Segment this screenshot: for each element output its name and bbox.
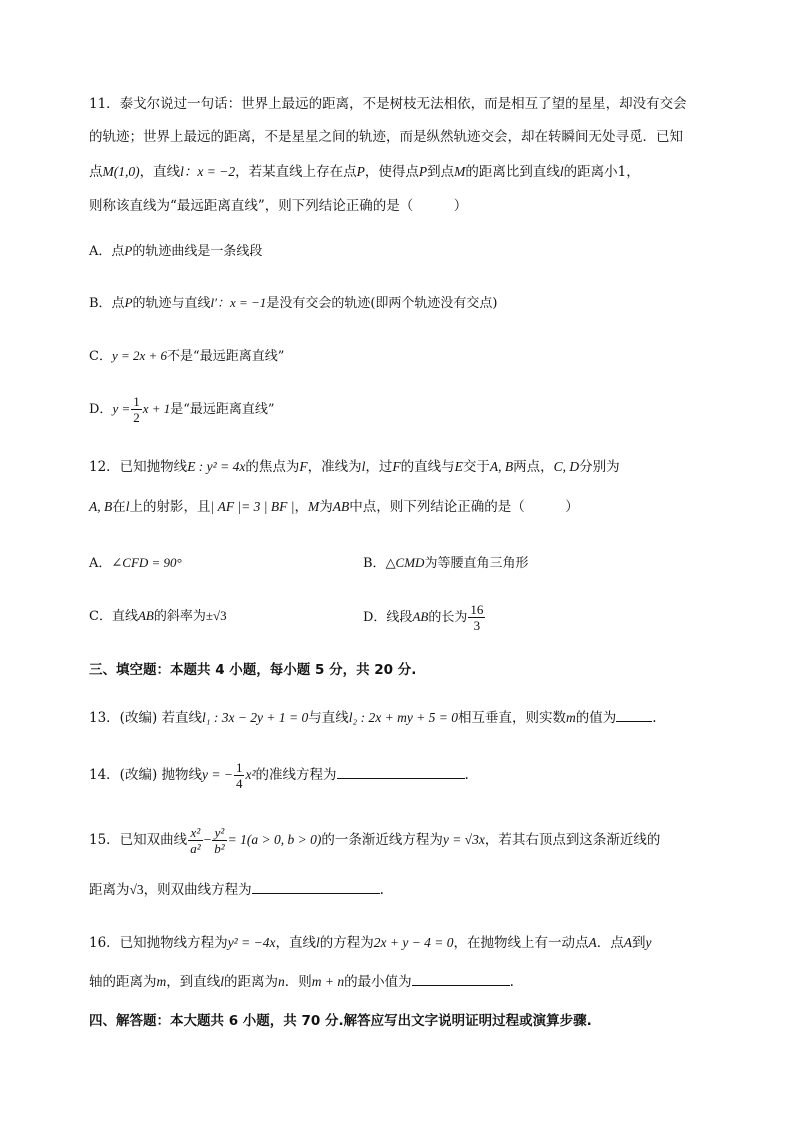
q11-opt-d-den: 2 [133, 410, 140, 425]
q11-text-3g: 的距离小1， [563, 164, 640, 180]
q16-parabola-eq: y² = −4x [227, 935, 276, 950]
q15-minus: − [203, 832, 212, 847]
q13-line [89, 707, 657, 728]
q12-text-2b: 上的射影，且 [129, 499, 211, 515]
q16-var-n: n [278, 974, 285, 989]
q11-opt-b-line: l′：x = −1 [210, 295, 267, 310]
q12-opt-a-prefix: A． [89, 556, 112, 571]
q12-directrix-2: l [125, 499, 130, 514]
q12-opt-d-den: 3 [473, 618, 481, 633]
q11-point-p: P [356, 164, 365, 179]
q11-text-3e: 到点 [427, 164, 455, 180]
q12-option-d [363, 602, 486, 633]
q11-option-c [89, 346, 284, 367]
q16-point-a-2: A [623, 935, 633, 950]
q11-opt-d-tail: x + 1 [142, 401, 171, 416]
q11-text-1: 11．泰戈尔说过一句话：世界上最远的距离，不是树枝无法相依，而是相互了望的星星，却没有交会 [89, 96, 687, 112]
q13-text-b: 与直线 [308, 710, 349, 726]
q15-text-c: ，若其右顶点到这条渐近线的 [484, 832, 661, 848]
q12-segment-ab: AB [332, 499, 350, 514]
q16-text-2c: 的距离为 [224, 974, 279, 990]
q12-condition: | AF |= 3 | BF | [210, 499, 295, 514]
q15-text-a: 15．已知双曲线 [89, 832, 188, 848]
q14-y: y = − [202, 767, 233, 782]
q11-line-l: l [559, 164, 564, 179]
q12-opt-d-prefix: D．线段 [363, 610, 413, 625]
q11-opt-c-eq: y = 2x + 6 [111, 348, 168, 363]
q11-opt-d-prefix: D． [89, 402, 113, 417]
q16-text-d: ，在抛物线上有一动点 [453, 935, 589, 951]
q16-line-l: l [315, 935, 320, 950]
q11-option-b [89, 293, 497, 314]
q12-points-cd: C, D [553, 459, 580, 474]
q11-text-4: 则称该直线为“最远距离直线”，则下列结论正确的是（ ） [89, 198, 468, 214]
q13-var-m: m [566, 710, 576, 725]
q14-num: 1 [235, 760, 243, 775]
q13-line-l1: l₁ : 3x − 2y + 1 = 0 [202, 710, 309, 725]
q12-opt-c-prefix: C．直线 [89, 609, 138, 624]
q14-text-b: 的准线方程为 [255, 767, 337, 783]
q13-line-l2: l₂ : 2x + my + 5 = 0 [348, 710, 459, 725]
q15-num-x: x² [188, 825, 202, 841]
q15-line-1 [89, 825, 660, 856]
q11-text-3a: 点 [89, 164, 103, 180]
q11-point-p-2: P [418, 164, 428, 179]
q12-opt-b-triangle: △CMD [385, 555, 425, 570]
q15-den-a: a² [190, 841, 201, 856]
q16-text-f: 到 [632, 935, 646, 951]
q11-opt-b-text: 是没有交会的轨迹(即两个轨迹没有交点) [266, 296, 498, 311]
q16-line-eq: 2x + y − 4 = 0 [373, 935, 454, 950]
q11-point-m: M(1,0) [102, 164, 140, 179]
q12-text-2d: 为 [319, 499, 333, 515]
q11-opt-a-prefix: A．点 [89, 244, 125, 259]
q11-text-3c: ，若某直线上存在点 [235, 164, 357, 180]
q12-text-1d: ，过 [365, 459, 393, 475]
q15-line-2 [89, 879, 384, 900]
q11-opt-d-y: y = [112, 401, 131, 416]
q11-opt-b-prefix: B．点 [89, 296, 125, 311]
q16-point-a: A [588, 935, 597, 950]
q16-text-a: 16．已知抛物线方程为 [89, 935, 228, 951]
q13-text-c: 相互垂直，则实数 [458, 710, 567, 726]
q12-text-2e: 中点，则下列结论正确的是（ ） [349, 499, 579, 515]
q12-opt-b-prefix: B． [363, 556, 386, 571]
q16-end: . [509, 974, 514, 990]
q11-line-4 [89, 196, 467, 216]
q12-points-ab-2: A, B [89, 499, 113, 514]
q11-opt-d-num: 1 [133, 394, 140, 409]
q12-line-1 [89, 457, 620, 477]
q14-answer-blank[interactable] [337, 764, 465, 779]
q16-line-2 [89, 971, 514, 992]
q15-den-b: b² [214, 841, 225, 856]
q12-directrix: l [361, 459, 366, 474]
q15-asymptote: y = √3x [442, 832, 485, 847]
q12-focus: F [299, 459, 308, 474]
q12-point-m: M [307, 499, 320, 514]
q16-line-1 [89, 933, 652, 953]
q16-line-l-2: l [220, 974, 225, 989]
q12-opt-a-angle: ∠CFD = 90° [111, 555, 182, 570]
q14-x2: x² [245, 767, 256, 782]
q16-var-m: m [156, 974, 167, 989]
q12-option-b [363, 553, 528, 574]
q12-opt-d-fraction [468, 602, 485, 633]
q16-text-e: ．点 [596, 935, 624, 951]
q11-option-a [89, 241, 262, 262]
q11-opt-d-text: 是“最远距离直线” [170, 402, 275, 417]
section-4-heading: 四、解答题：本大题共 6 小题，共 70 分.解答应写出文字说明证明过程或演算步骤. [89, 1013, 592, 1029]
q16-sum-mn: m + n [311, 974, 345, 989]
q14-den: 4 [235, 776, 243, 791]
q11-opt-b-p: P [124, 295, 133, 310]
q16-text-b: ，直线 [275, 935, 316, 951]
q16-text-2e: 的最小值为 [344, 974, 412, 990]
q12-text-1a: 12．已知抛物线 [89, 459, 188, 475]
q12-parabola-eq: E : y² = 4x [187, 459, 246, 474]
q14-line [89, 760, 469, 791]
q13-text-d: 的值为 [575, 710, 617, 726]
q13-end: . [652, 710, 657, 726]
q11-line-l-eq: l：x = −2 [180, 164, 236, 179]
q12-option-a [89, 553, 182, 574]
q11-text-3b: ，直线 [139, 164, 181, 180]
q16-answer-blank[interactable] [412, 971, 510, 986]
q12-opt-c-value: ±√3 [205, 608, 227, 623]
q12-opt-b-text: 为等腰直角三角形 [424, 556, 529, 571]
q12-focus-2: F [392, 459, 401, 474]
q15-distance: √3 [129, 882, 144, 897]
q11-text-2: 的轨迹；世界上最远的距离，不是星星之间的轨迹，而是纵然轨迹交会，却在转瞬间无处寻觅．已知 [89, 129, 683, 145]
q11-opt-d-fraction [131, 394, 142, 425]
q12-opt-d-num: 16 [470, 602, 484, 617]
q12-opt-c-mid: 的斜率为 [153, 609, 206, 624]
q15-fraction-y [212, 825, 226, 856]
q15-text-2a: 距离为 [89, 882, 130, 898]
q12-option-c [89, 606, 227, 627]
q11-line-3 [89, 162, 640, 182]
q11-opt-c-prefix: C． [89, 349, 112, 364]
q12-text-2a: 在 [112, 499, 126, 515]
section-3-heading: 三、填空题：本题共 4 小题，每小题 5 分，共 20 分. [89, 662, 417, 678]
q12-text-1b: 的焦点为 [245, 459, 300, 475]
q12-text-1f: 交于 [462, 459, 490, 475]
q14-end: . [464, 767, 469, 783]
q16-y-axis: y [645, 935, 652, 950]
q12-line-2 [89, 497, 579, 517]
q15-end: . [379, 882, 384, 898]
q12-points-ab: A, B [489, 459, 514, 474]
q12-opt-d-ab: AB [412, 609, 429, 624]
q16-text-c: 的方程为 [319, 935, 374, 951]
q15-eq: = 1(a > 0, b > 0) [227, 832, 322, 847]
q12-e: E [454, 459, 463, 474]
q16-text-2b: ，到直线 [166, 974, 221, 990]
q15-text-2b: ，则双曲线方程为 [143, 882, 252, 898]
q12-text-1c: ，准线为 [307, 459, 362, 475]
q12-opt-c-ab: AB [137, 608, 154, 623]
q15-answer-blank[interactable] [252, 879, 380, 894]
q16-text-2a: 轴的距离为 [89, 974, 157, 990]
q11-opt-b-mid: 的轨迹与直线 [132, 296, 211, 311]
q11-point-m-2: M [454, 164, 466, 179]
q11-option-d [89, 394, 275, 425]
q12-text-1g: 两点， [513, 459, 554, 475]
q11-text-3d: ，使得点 [364, 164, 419, 180]
q15-fraction-x [188, 825, 202, 856]
q11-opt-a-p: P [124, 243, 133, 258]
q11-text-3f: 的距离比到直线 [465, 164, 560, 180]
q13-answer-blank[interactable] [616, 707, 652, 722]
q11-line-1 [89, 94, 687, 114]
q16-text-2d: ．则 [284, 974, 312, 990]
q12-text-2c: ， [294, 499, 308, 515]
q11-opt-a-text: 的轨迹曲线是一条线段 [132, 244, 263, 259]
q11-line-2 [89, 127, 683, 147]
q11-opt-c-text: 不是“最远距离直线” [167, 349, 285, 364]
q12-text-1e: 的直线与 [400, 459, 455, 475]
q14-fraction [234, 760, 245, 791]
q14-text-a: 14．(改编) 抛物线 [89, 767, 203, 783]
q12-text-1h: 分别为 [579, 459, 620, 475]
q12-opt-d-mid: 的长为 [428, 610, 468, 625]
q13-text-a: 13．(改编) 若直线 [89, 710, 203, 726]
q15-text-b: 的一条渐近线方程为 [321, 832, 443, 848]
q15-num-y: y² [212, 825, 226, 841]
